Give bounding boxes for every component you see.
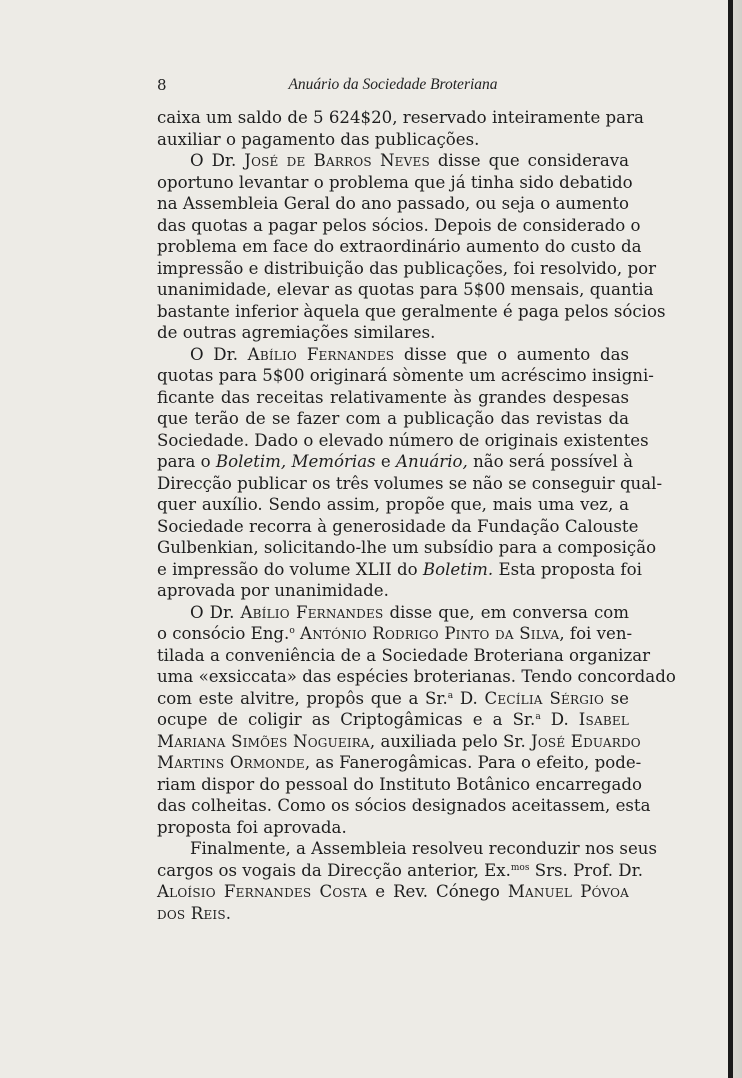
text-line <box>157 860 643 882</box>
text-line <box>157 172 633 194</box>
text-run: ficante das receitas relativamente às grandes despesas <box>157 387 629 407</box>
text-line <box>157 666 676 688</box>
text-run: se <box>604 688 630 708</box>
text-run: , foi ven- <box>559 624 633 643</box>
text-line <box>157 236 642 258</box>
text-run: D. <box>540 710 579 729</box>
text-run: de outras agremiações similares. <box>157 323 436 342</box>
text-line <box>157 193 629 215</box>
text-run: Srs. Prof. Dr. <box>529 860 643 880</box>
text-line <box>157 215 641 237</box>
running-header <box>157 76 629 98</box>
text-run: . <box>225 903 232 923</box>
italic-text: Anuário, <box>396 452 468 471</box>
text-line <box>157 580 629 602</box>
text-line <box>157 838 657 860</box>
person-name: José de Barros Neves <box>244 151 430 170</box>
text-run: proposta foi aprovada. <box>157 817 347 837</box>
person-name: Mariana Simões Nogueira <box>157 731 370 751</box>
text-line <box>157 365 654 387</box>
text-run: na Assembleia Geral do ano passado, ou seja o aumento <box>157 194 629 213</box>
text-run: Direcção publicar os três volumes se não se conseguir qual- <box>157 473 663 493</box>
person-name: dos Reis <box>157 903 226 923</box>
text-line <box>157 387 629 409</box>
superscript: mos <box>510 862 530 873</box>
text-run: oportuno levantar o problema que já tinha sido debatido <box>157 172 633 192</box>
running-title: Anuário da Sociedade Broteriana <box>288 76 498 93</box>
body-text <box>157 107 676 924</box>
text-line <box>157 623 633 645</box>
text-line <box>157 795 651 817</box>
superscript: a <box>535 712 541 722</box>
text-line <box>157 645 651 667</box>
text-line <box>157 322 629 344</box>
text-run: disse que considerava <box>429 151 629 170</box>
text-line <box>157 301 666 323</box>
text-line <box>157 451 633 473</box>
text-line <box>157 129 629 151</box>
text-line <box>157 107 644 129</box>
text-run: para o <box>157 452 216 471</box>
text-run: bastante inferior àquela que geralmente é paga pelos sócios <box>157 301 666 321</box>
text-run: Sociedade recorra à generosidade da Fundação Calouste <box>157 516 639 536</box>
text-line <box>157 709 629 731</box>
text-run: O Dr. <box>190 151 245 170</box>
text-run: disse que, em conversa com <box>383 602 629 622</box>
text-run: e Rev. Cónego <box>367 882 508 901</box>
text-line <box>157 903 629 925</box>
person-name: António Rodrigo Pinto da Silva <box>300 624 560 643</box>
person-name: Aloísio Fernandes Costa <box>157 882 368 901</box>
text-line <box>157 150 629 172</box>
italic-text: Boletim, Memórias <box>215 452 376 471</box>
italic-text: Boletim. <box>422 559 494 579</box>
text-run: aprovada por unanimidade. <box>157 581 389 600</box>
text-run: Finalmente, a Assembleia resolveu reconduzir nos seus <box>190 839 657 858</box>
person-name: Abílio Fernandes <box>247 344 395 364</box>
text-run: unanimidade, elevar as quotas para 5$00 mensais, quantia <box>157 280 654 299</box>
text-run: quer auxílio. Sendo assim, propõe que, mais uma vez, a <box>157 495 629 514</box>
text-run: D. <box>453 688 485 708</box>
text-run: não será possível à <box>467 452 633 471</box>
text-run: Esta proposta foi <box>493 559 642 579</box>
superscript: o <box>289 626 295 636</box>
text-line <box>157 430 649 452</box>
text-line <box>157 473 663 495</box>
text-run: auxiliar o pagamento das publicações. <box>157 129 480 149</box>
text-run: uma «exsiccata» das espécies broterianas. Tendo concordado <box>157 667 676 686</box>
person-name: Isabel <box>578 710 629 729</box>
text-run: e impressão do volume XLII do <box>157 559 423 579</box>
text-line <box>157 881 629 903</box>
text-line <box>157 279 654 301</box>
text-line <box>157 752 642 774</box>
text-line <box>157 817 629 839</box>
text-run: com este alvitre, propôs que a Sr. <box>157 688 448 708</box>
page-number: 8 <box>157 76 167 94</box>
superscript: a <box>447 690 454 701</box>
text-run: riam dispor do pessoal do Instituto Botânico encarregado <box>157 774 642 794</box>
text-run: que terão de se fazer com a publicação das revistas da <box>157 409 629 428</box>
text-line <box>157 731 641 753</box>
text-run: impressão e distribuição das publicações, foi resolvido, por <box>157 258 656 278</box>
text-line <box>157 516 639 538</box>
text-run: e <box>375 452 397 471</box>
text-run: ocupe de coligir as Criptogâmicas e a Sr. <box>157 710 536 729</box>
text-line <box>157 688 629 710</box>
text-run: caixa um saldo de 5 624$20, reservado inteiramente para <box>157 108 644 127</box>
text-line <box>157 494 629 516</box>
text-line <box>157 537 657 559</box>
page-edge <box>728 0 742 1078</box>
person-name: Cecília Sérgio <box>484 688 605 708</box>
text-run: tilada a conveniência de a Sociedade Broteriana organizar <box>157 645 651 665</box>
text-run: das quotas a pagar pelos sócios. Depois de considerado o <box>157 215 641 235</box>
text-run: Gulbenkian, solicitando-lhe um subsídio para a composição <box>157 538 657 557</box>
person-name: Martins Ormonde <box>157 753 305 772</box>
text-line <box>157 344 629 366</box>
text-line <box>157 602 629 624</box>
text-run: O Dr. <box>190 602 241 622</box>
text-line <box>157 408 629 430</box>
text-run: disse que o aumento das <box>394 344 630 364</box>
text-run: o consócio Eng. <box>157 624 290 643</box>
text-run: Sociedade. Dado o elevado número de originais existentes <box>157 430 649 450</box>
text-run: cargos os vogais da Direcção anterior, Ex. <box>157 860 511 880</box>
text-run: O Dr. <box>190 344 248 364</box>
person-name: Manuel Póvoa <box>507 882 629 901</box>
text-line <box>157 774 642 796</box>
text-run: das colheitas. Como os sócios designados aceitassem, esta <box>157 796 651 815</box>
text-run: problema em face do extraordinário aumento do custo da <box>157 237 642 256</box>
person-name: Abílio Fernandes <box>240 602 384 622</box>
text-line <box>157 258 656 280</box>
text-run: , as Fanerogâmicas. Para o efeito, pode- <box>304 753 642 772</box>
person-name: José Eduardo <box>531 731 641 751</box>
text-run: , auxiliada pelo Sr. <box>369 731 532 751</box>
text-line <box>157 559 642 581</box>
text-run: quotas para 5$00 originará sòmente um acréscimo insigni- <box>157 366 654 385</box>
